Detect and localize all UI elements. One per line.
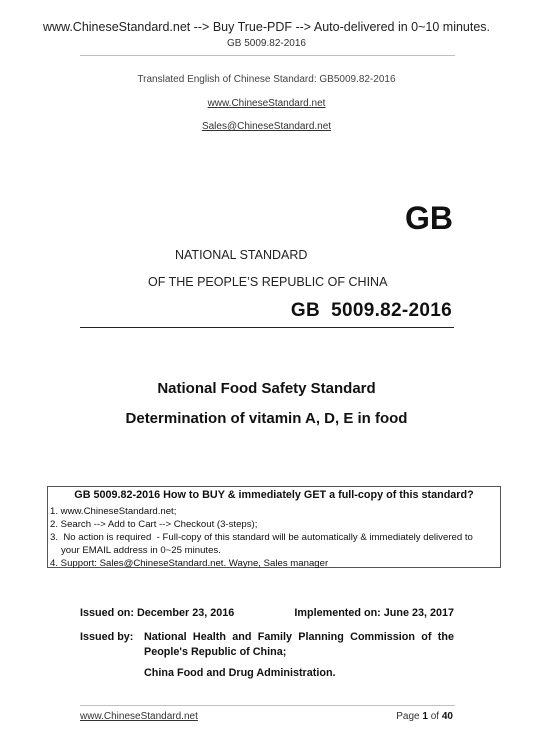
implemented-on-date: Implemented on: June 23, 2017: [294, 607, 454, 619]
purchase-step-3-cont: your EMAIL address in 0~25 minutes.: [61, 545, 221, 556]
purchase-heading: GB 5009.82-2016 How to BUY & immediately GET a full-copy of this standard?: [74, 489, 474, 501]
page-prefix: Page: [396, 711, 420, 722]
purchase-step-3: 3. No action is required - Full-copy of this standard will be automatically & immediately delivered to: [50, 532, 473, 543]
national-standard-label: NATIONAL STANDARD: [175, 248, 308, 262]
purchase-step-2: 2. Search --> Add to Cart --> Checkout (3-steps);: [50, 519, 258, 530]
issuer-line-3: China Food and Drug Administration.: [144, 667, 336, 679]
issuer-line-2: People's Republic of China;: [144, 646, 287, 658]
footer-website-link[interactable]: www.ChineseStandard.net: [80, 711, 198, 722]
page-total: 40: [441, 711, 453, 722]
header-divider: [80, 55, 455, 56]
page-current: 1: [422, 711, 428, 722]
page-counter: [396, 711, 453, 722]
document-title: National Food Safety Standard: [157, 380, 376, 397]
republic-label: OF THE PEOPLE’S REPUBLIC OF CHINA: [148, 275, 388, 289]
purchase-step-1: 1. www.ChineseStandard.net;: [50, 506, 177, 517]
standard-number: GB 5009.82-2016: [290, 300, 452, 321]
document-subtitle: Determination of vitamin A, D, E in food: [125, 410, 408, 427]
translation-note: Translated English of Chinese Standard: GB5009.82-2016: [137, 74, 396, 85]
issuer-label: Issued by:: [80, 631, 134, 643]
email-link[interactable]: Sales@ChineseStandard.net: [201, 121, 332, 132]
issuer-line-1: National Health and Family Planning Commission of the: [144, 631, 454, 643]
website-link[interactable]: www.ChineseStandard.net: [207, 98, 326, 109]
header-standard-code: GB 5009.82-2016: [227, 38, 306, 49]
issued-on-date: Issued on: December 23, 2016: [80, 607, 235, 619]
page-of: of: [430, 711, 440, 722]
purchase-step-4: 4. Support: Sales@ChineseStandard.net. Wayne, Sales manager: [50, 558, 329, 569]
footer-divider: [80, 705, 455, 706]
purchase-info-box: [47, 486, 501, 568]
cover-divider: [80, 327, 454, 328]
header-promo-line: www.ChineseStandard.net --> Buy True-PDF --> Auto-delivered in 0~10 minutes.: [42, 20, 491, 34]
gb-logo: GB: [405, 200, 453, 236]
